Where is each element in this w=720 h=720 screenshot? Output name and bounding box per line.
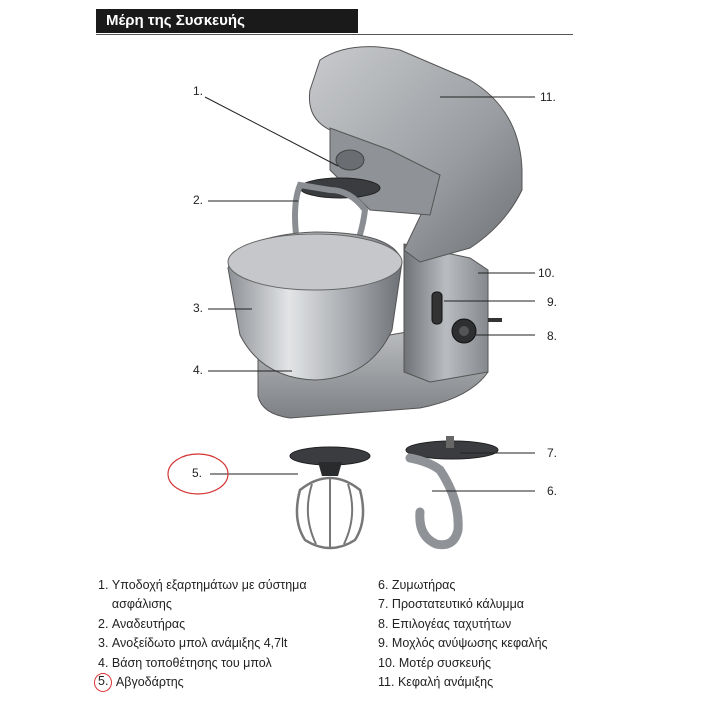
callout-label-3: 3. [193,301,204,315]
legend-number: 10. [378,655,396,670]
legend-number: 4. [98,655,109,670]
legend-text: Βάση τοποθέτησης του μπολ [111,655,272,670]
head-lift-lever [432,292,442,324]
legend-text: Αναδευτήρας [111,616,186,631]
legend-item [98,576,338,615]
legend-number: 7. [378,597,389,612]
parts-legend-right [378,576,598,692]
legend-text: Επιλογέας ταχυτήτων [391,616,512,631]
legend-text: Μοτέρ συσκευής [398,655,492,670]
callout-label-9: 9. [547,295,558,309]
legend-item [378,576,598,595]
dough-hook-attachment [406,436,498,545]
legend-item [98,673,338,692]
legend-text: Υποδοχή εξαρτημάτων με σύστημα [111,578,307,592]
legend-number: 8. [378,616,389,631]
legend-text: Μοχλός ανύψωσης κεφαλής [391,636,548,651]
legend-number: 3. [98,636,109,651]
legend-number: 1. [98,578,109,592]
legend-number: 9. [378,636,389,651]
legend-text: Κεφαλή ανάμιξης [397,675,494,690]
legend-text: Ζυμωτήρας [391,578,456,592]
callout-label-11: 11. [540,90,556,104]
legend-text: Ανοξείδωτο μπολ ανάμιξης 4,7lt [111,636,288,651]
legend-item [378,595,598,614]
callout-label-2: 2. [193,193,204,207]
callout-label-4: 4. [193,363,204,377]
legend-number: 6. [378,578,389,592]
callout-label-8: 8. [547,329,558,343]
legend-item [98,634,338,653]
callout-label-5: 5. [192,466,203,480]
legend-item [378,634,598,653]
parts-legend-left [98,576,338,692]
legend-text-continued: ασφάλισης [111,597,172,612]
motor-housing [404,244,488,382]
callout-label-10: 10. [538,266,555,280]
page-title: Μέρη της Συσκευής [96,9,358,33]
legend-item [98,615,338,634]
callout-label-7: 7. [547,446,558,460]
callout-label-6: 6. [547,484,558,498]
legend-item [98,654,338,673]
legend-text: Αβγοδάρτης [115,675,184,690]
legend-text: Προστατευτικό κάλυμμα [391,597,525,612]
whisk-attachment [290,447,370,548]
legend-item [378,615,598,634]
legend-item [378,673,598,692]
callout-label-1: 1. [193,84,204,98]
legend-number: 11. [378,675,395,690]
legend-number: 2. [98,616,109,631]
legend-item [378,654,598,673]
legend-number-circled: 5. [94,673,112,692]
